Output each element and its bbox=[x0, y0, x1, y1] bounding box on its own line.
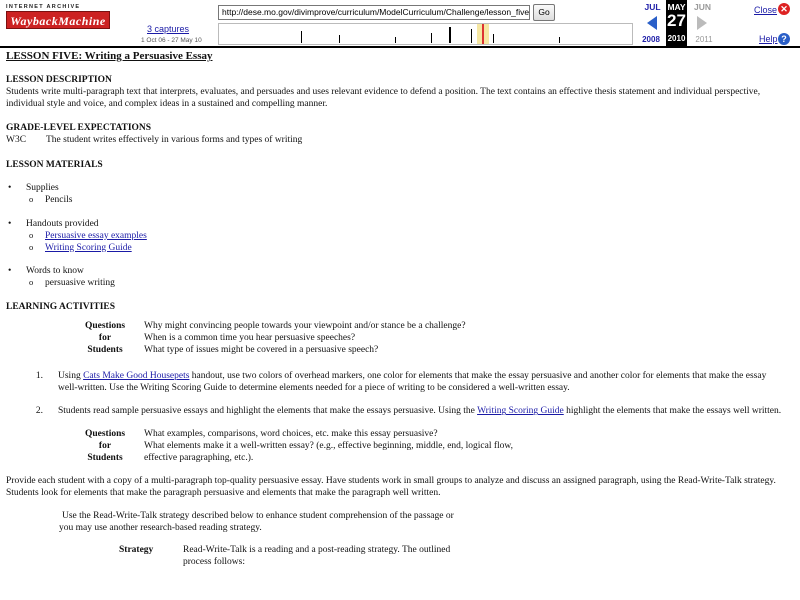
go-button[interactable]: Go bbox=[533, 4, 555, 21]
materials-heading: LESSON MATERIALS bbox=[6, 160, 103, 171]
wayback-toolbar bbox=[0, 0, 800, 48]
question-text: When is a common time you hear persuasive speeches? bbox=[144, 332, 356, 343]
close-icon[interactable]: ✕ bbox=[778, 3, 790, 15]
page-title: LESSON FIVE: Writing a Persuasive Essay bbox=[6, 50, 213, 62]
gle-text: The student writes effectively in various forms and types of writing bbox=[46, 135, 303, 146]
question-text: Why might convincing people towards your viewpoint and/or stance be a challenge? bbox=[144, 321, 466, 331]
logo-wayback-badge bbox=[6, 11, 110, 29]
gle-code: W3C bbox=[6, 135, 27, 146]
timeline-bar bbox=[395, 37, 396, 43]
paragraph-line: Use the Read-Write-Talk strategy described below to enhance student comprehension of the passage or bbox=[62, 510, 454, 521]
timeline-bar bbox=[301, 31, 302, 43]
activity-item-1 bbox=[6, 371, 796, 395]
prev-month-link[interactable]: JUL bbox=[644, 2, 661, 12]
question-text: What elements make it a well-written essay? (e.g., effective beginning, middle, end, logical flow, bbox=[144, 441, 514, 452]
item-text-part: Students read sample persuasive essays and highlight the elements that make the essays persuasive. Using the bbox=[58, 406, 478, 417]
activity-item-2 bbox=[6, 406, 796, 418]
students-label: Students bbox=[87, 453, 123, 463]
question-text: What examples, comparisons, word choices, etc. make this essay persuasive? bbox=[144, 429, 438, 440]
gle-row bbox=[6, 135, 796, 147]
materials-list bbox=[6, 183, 796, 290]
list-subitem: o Pencils bbox=[6, 195, 796, 207]
prev-capture-arrow-icon[interactable] bbox=[647, 16, 657, 30]
next-capture-arrow-icon bbox=[697, 16, 707, 30]
timeline-bar bbox=[449, 27, 451, 43]
help-icon[interactable]: ? bbox=[778, 33, 790, 45]
help-link[interactable]: Help bbox=[759, 34, 778, 44]
next-month-label: JUN bbox=[693, 2, 711, 12]
list-item: • Words to know bbox=[6, 266, 796, 278]
current-day: 27 bbox=[667, 11, 686, 30]
for-label: for bbox=[98, 441, 112, 452]
logo-internet-archive-text: INTERNET ARCHIVE bbox=[6, 4, 81, 10]
item-text bbox=[58, 371, 786, 395]
questions-label: Questions bbox=[84, 321, 126, 331]
strategy-block bbox=[119, 545, 796, 569]
list-subitem: o persuasive writing bbox=[6, 278, 796, 290]
current-year: 2010 bbox=[667, 34, 686, 43]
capture-timeline[interactable] bbox=[218, 23, 633, 45]
next-year-label: 2011 bbox=[695, 35, 713, 44]
questions-block-2 bbox=[80, 429, 796, 465]
writing-scoring-guide-link-2[interactable]: Writing Scoring Guide bbox=[477, 406, 564, 417]
prev-year-link[interactable]: 2008 bbox=[642, 35, 660, 44]
activities-heading: LEARNING ACTIVITIES bbox=[6, 302, 116, 313]
for-label: for bbox=[98, 332, 112, 343]
item-number: 2. bbox=[35, 406, 43, 417]
paragraph-line: you may use another research-based reading strategy. bbox=[59, 522, 262, 533]
logo-wayback-text: WaybackMachine bbox=[10, 14, 106, 28]
description-heading: LESSON DESCRIPTION bbox=[6, 74, 112, 85]
paragraph-provide-essay: Provide each student with a copy of a multi-paragraph top-quality persuasive essay. Have students work in small groups to analyze and discuss an assigned paragraph, using the Read-Write-Talk strategy. Students look for elements that make the paragraph persuasive and elements that make the paragraph well written. bbox=[6, 475, 776, 498]
question-text: What type of issues might be covered in a persuasive speech? bbox=[144, 344, 379, 355]
item-text-part: highlight the elements that make the essays well written. bbox=[563, 406, 782, 417]
item-number: 1. bbox=[35, 370, 43, 381]
list-subitem bbox=[6, 243, 796, 255]
timeline-bar bbox=[339, 35, 340, 43]
list-item: • Handouts provided bbox=[6, 219, 796, 231]
strategy-line: Read-Write-Talk is a reading and a post-reading strategy. The outlined bbox=[183, 545, 451, 556]
timeline-current-capture-marker bbox=[482, 24, 484, 44]
question-text: effective paragraphing, etc.). bbox=[144, 453, 254, 463]
students-label: Students bbox=[87, 344, 123, 355]
item-text-part: handout, use two colors of overhead markers, one color for elements that make the essay persuasive and another color for elements that make the essay well-written. Use the Writing Scoring Guide to determine elements needed for a piece of writing to be considered a well-written essay. bbox=[58, 370, 767, 393]
wayback-logo[interactable] bbox=[4, 4, 117, 42]
cats-make-good-housepets-link[interactable]: Cats Make Good Housepets bbox=[83, 370, 190, 381]
strategy-line: process follows: bbox=[183, 557, 246, 568]
list-subitem bbox=[6, 231, 796, 243]
item-text bbox=[58, 406, 786, 418]
paragraph-read-write-talk bbox=[59, 510, 796, 535]
lesson-page bbox=[6, 50, 796, 569]
gle-heading: GRADE-LEVEL EXPECTATIONS bbox=[6, 123, 152, 134]
timeline-bar bbox=[471, 29, 472, 43]
captures-date-range: 1 Oct 06 - 27 May 10 bbox=[141, 37, 202, 44]
description-text: Students write multi-paragraph text that interprets, evaluates, and persuades and uses relevant evidence to defend a position. The text contains an effective thesis statement and individual perspective, individual style and voice, and complex ideas in a sustained and compelling manner. bbox=[6, 86, 761, 109]
strategy-text bbox=[183, 545, 450, 569]
strategy-label: Strategy bbox=[119, 545, 154, 556]
timeline-bar bbox=[559, 37, 560, 43]
writing-scoring-guide-link[interactable]: Writing Scoring Guide bbox=[45, 242, 132, 253]
questions-label: Questions bbox=[84, 429, 126, 440]
item-text-part: Using bbox=[58, 370, 84, 381]
timeline-bar bbox=[493, 34, 494, 43]
persuasive-essay-examples-link[interactable]: Persuasive essay examples bbox=[45, 230, 147, 241]
timeline-bar bbox=[431, 33, 432, 43]
list-item: • Supplies bbox=[6, 183, 796, 195]
close-link[interactable]: Close bbox=[754, 5, 778, 15]
questions-block-1 bbox=[80, 321, 796, 357]
current-month: MAY bbox=[667, 2, 686, 12]
url-input[interactable]: http://dese.mo.gov/divimprove/curriculum/ModelCurriculum/Challenge/lesson_five bbox=[218, 5, 530, 20]
captures-link[interactable]: 3 captures bbox=[147, 24, 190, 34]
current-capture-date bbox=[666, 0, 687, 48]
